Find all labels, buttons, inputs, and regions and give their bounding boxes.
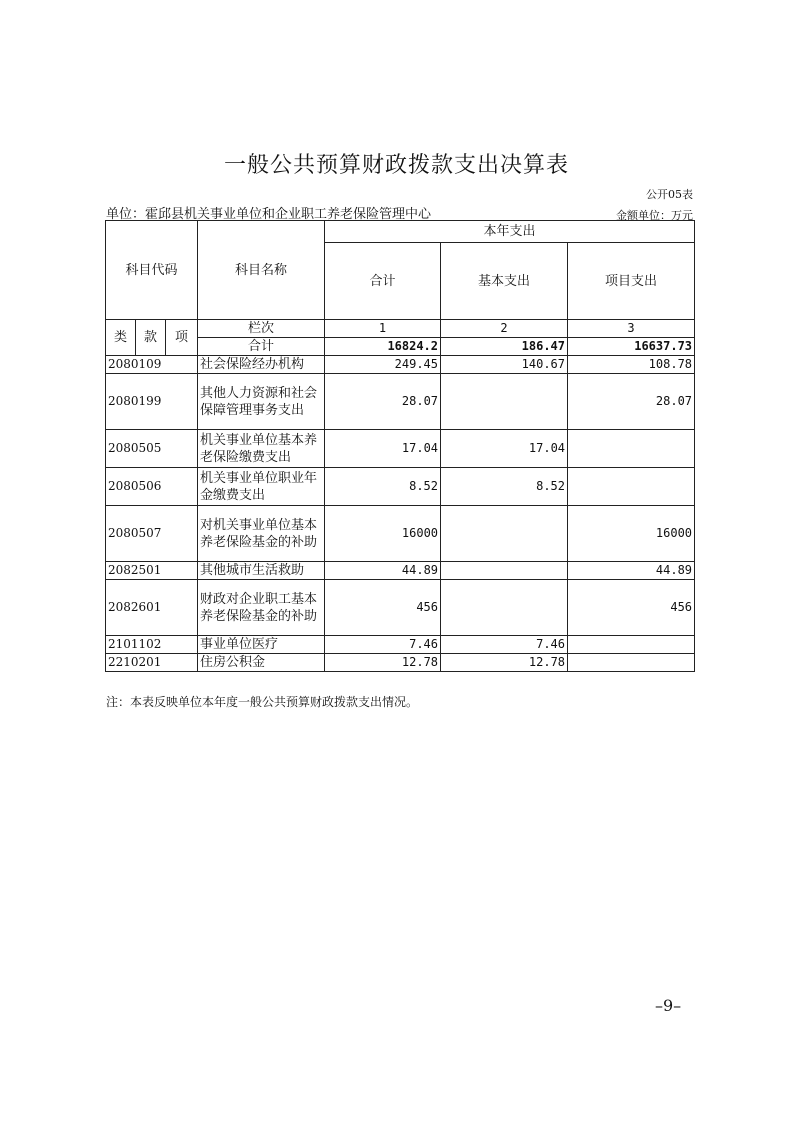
row-code: 2101102	[106, 636, 198, 654]
amount-unit: 金额单位：万元	[616, 209, 693, 222]
row-project	[568, 654, 695, 672]
row-code: 2080507	[106, 506, 198, 562]
row-project	[568, 468, 695, 506]
row-total: 8.52	[325, 468, 441, 506]
table-row	[106, 356, 695, 374]
row-basic: 17.04	[441, 430, 568, 468]
row-project	[568, 636, 695, 654]
row-name: 对机关事业单位基本养老保险基金的补助	[198, 506, 325, 562]
footnote: 注：本表反映单位本年度一般公共预算财政拨款支出情况。	[106, 695, 419, 709]
row-total: 456	[325, 580, 441, 636]
row-code: 2080109	[106, 356, 198, 374]
row-code: 2080506	[106, 468, 198, 506]
table-row	[106, 636, 695, 654]
row-name: 社会保险经办机构	[198, 356, 325, 374]
row-basic: 8.52	[441, 468, 568, 506]
table-row	[106, 580, 695, 636]
row-name: 事业单位医疗	[198, 636, 325, 654]
header-row-3	[106, 320, 695, 338]
row-total: 249.45	[325, 356, 441, 374]
header-xiang: 项	[166, 320, 198, 356]
header-name: 科目名称	[198, 221, 325, 320]
header-col1: 1	[325, 320, 441, 338]
page-title: 一般公共预算财政拨款支出决算表	[223, 153, 569, 178]
header-total: 合计	[325, 243, 441, 320]
row-project	[568, 430, 695, 468]
row-code: 2210201	[106, 654, 198, 672]
row-code: 2082601	[106, 580, 198, 636]
row-name: 财政对企业职工基本养老保险基金的补助	[198, 580, 325, 636]
row-project: 108.78	[568, 356, 695, 374]
row-project: 456	[568, 580, 695, 636]
row-basic	[441, 506, 568, 562]
row-total: 28.07	[325, 374, 441, 430]
row-name: 机关事业单位基本养老保险缴费支出	[198, 430, 325, 468]
row-basic: 140.67	[441, 356, 568, 374]
unit-name: 单位：霍邱县机关事业单位和企业职工养老保险管理中心	[106, 207, 432, 222]
row-basic	[441, 562, 568, 580]
row-name: 其他人力资源和社会保障管理事务支出	[198, 374, 325, 430]
page-number: –9–	[655, 996, 682, 1015]
row-basic: 12.78	[441, 654, 568, 672]
form-number: 公开05表	[646, 188, 693, 201]
row-total: 12.78	[325, 654, 441, 672]
row-total: 7.46	[325, 636, 441, 654]
table-row	[106, 468, 695, 506]
row-name: 住房公积金	[198, 654, 325, 672]
row-basic: 7.46	[441, 636, 568, 654]
table-row	[106, 374, 695, 430]
sum-project: 16637.73	[568, 338, 695, 356]
header-row-1	[106, 221, 695, 243]
sum-label: 合计	[198, 338, 325, 356]
sum-basic: 186.47	[441, 338, 568, 356]
row-code: 2080199	[106, 374, 198, 430]
row-code: 2080505	[106, 430, 198, 468]
row-project: 16000	[568, 506, 695, 562]
header-current-year: 本年支出	[325, 221, 695, 243]
sum-total: 16824.2	[325, 338, 441, 356]
header-col2: 2	[441, 320, 568, 338]
header-lanci: 栏次	[198, 320, 325, 338]
header-col3: 3	[568, 320, 695, 338]
row-total: 16000	[325, 506, 441, 562]
row-code: 2082501	[106, 562, 198, 580]
table-row	[106, 654, 695, 672]
table-row	[106, 506, 695, 562]
header-basic: 基本支出	[441, 243, 568, 320]
row-total: 44.89	[325, 562, 441, 580]
header-lei: 类	[106, 320, 136, 356]
row-name: 机关事业单位职业年金缴费支出	[198, 468, 325, 506]
header-code: 科目代码	[106, 221, 198, 320]
row-name: 其他城市生活救助	[198, 562, 325, 580]
table-row	[106, 562, 695, 580]
header-kuan: 款	[136, 320, 166, 356]
row-basic	[441, 374, 568, 430]
table-row	[106, 430, 695, 468]
row-total: 17.04	[325, 430, 441, 468]
row-basic	[441, 580, 568, 636]
header-project: 项目支出	[568, 243, 695, 320]
expenditure-table	[105, 220, 695, 672]
row-project: 44.89	[568, 562, 695, 580]
row-project: 28.07	[568, 374, 695, 430]
